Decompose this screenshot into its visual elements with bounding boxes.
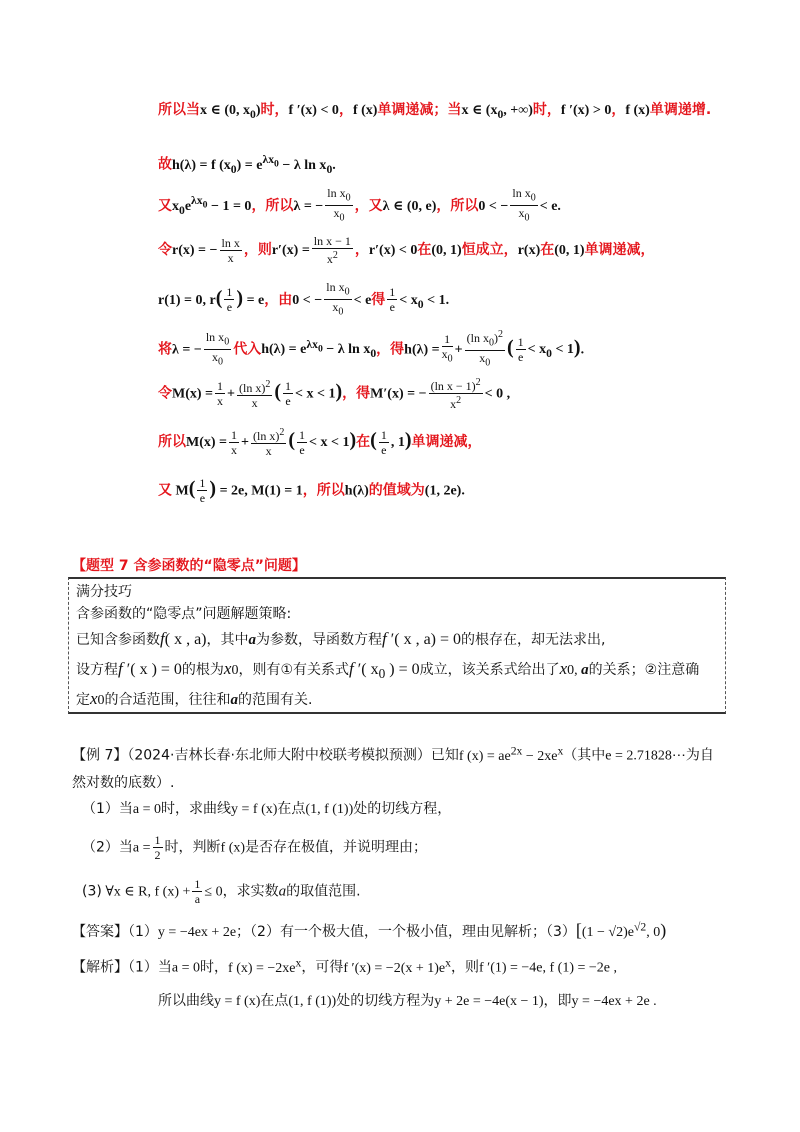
answer-label: 【答案】 — [72, 924, 128, 940]
text: 在点 — [260, 993, 289, 1009]
text: 的合适范围，往往和 — [104, 692, 231, 708]
text: ，即 — [543, 993, 572, 1009]
text: ，又 — [354, 197, 383, 214]
example-line-2: 然对数的底数）. — [72, 775, 175, 791]
text: 所以 — [158, 434, 186, 450]
text: ，所以 — [251, 197, 294, 214]
text: 的根为 — [181, 662, 224, 678]
text: ，其中 — [206, 632, 249, 648]
answer-line: 【答案】（1）y = −4ex + 2e；（2）有一个极大值，一个极小值，理由见解析；$(3)[(1 - √2)e^{√2}$, 0) — [72, 920, 667, 940]
analysis-line-1: 【解析】（1）当a = 0时，f $(x) = -2xe^x$，可得f $'(x) = -2(x + 1)e^x$，则f ′(1) = −4e, f (1) = −2e , — [72, 956, 618, 976]
text: 单调递减， — [584, 242, 655, 258]
example-header: 【例 7】（2024·吉林长春·东北师大附中校联考模拟预测）已知f $(x) = ae^{2x} - 2xe^x$（其中e = 2.71828⋯为自 — [72, 744, 714, 764]
text: 在 — [417, 242, 432, 258]
tips-line-1: 含参函数的“隐零点”问题解题策略: — [76, 606, 292, 622]
tips-line-4: 定x0的合适范围，往往和a的范围有关. — [76, 689, 313, 708]
text: 的关系；②注意确 — [588, 662, 700, 678]
text: ， — [338, 102, 353, 118]
text: ，所以 — [436, 197, 479, 214]
text: 的根存在，却无法求出, — [461, 632, 606, 648]
solution-line-3: 又$x_0e^{\lambda x_0} - 1 = 0$，所以λ = − $\frac{\ln x_0}{x_0}$ ，又λ ∈ (0, e)，所以0 < − $\frac{\ln x_0}{x_0}$ < e. — [158, 186, 561, 224]
text: 又 — [158, 197, 172, 214]
text: 为参数，导函数方程 — [256, 632, 382, 648]
tips-line-3: 设方程f ′( x ) = 0的根为x0，则有①有关系式f ′( $x_0$ ) = 0成立，该关系式给出了x0, a的关系；②注意确 — [76, 659, 700, 682]
text: 时， — [532, 102, 561, 118]
solution-line-1: 所以当x ∈ (0, $x_0$)时，f ′(x) < 0，f (x)单调递减；当x ∈ ($x_0$, +∞)时，f ′(x) > 0，f (x)单调递增. — [158, 102, 712, 121]
solution-line-2: 故h(λ) = f $(x_0) = e^{\lambda x_0} - \lambda$ $\ln x_0$. — [158, 153, 336, 176]
text: 已知含参函数 — [76, 632, 160, 648]
text: ，可得 — [301, 959, 344, 976]
solution-line-6: 将λ = − $\frac{\ln x_0}{x_0}$ 代入$h(\lambda) = e^{\lambda x_0} - \lambda$ $\ln x_0$，得h(λ) = $\frac{1}{x_0}$ + $\frac{(\ln x_0)^2}{x_0}$ ( $\frac{1}{e}$ < $x_0 < 1$). — [158, 329, 585, 369]
text: ，得 — [342, 385, 371, 402]
tips-line-2: 已知含参函数f( x , a)，其中a为参数，导函数方程f ′( x , a) = 0的根存在，却无法求出, — [76, 629, 606, 648]
text: 设方程 — [76, 662, 118, 678]
text: 的值域为 — [368, 482, 425, 499]
text: （其中 — [563, 747, 606, 764]
solution-line-9: 又 M( $\frac{1}{e}$ ) = 2e, M(1) = 1，所以h(λ)的值域为(1, 2e). — [158, 476, 465, 505]
text: 在点 — [277, 801, 306, 817]
text: 处的切线方程为 — [336, 993, 435, 1009]
text: 在 — [356, 434, 371, 450]
text: 令 — [158, 242, 172, 258]
text: 所以曲线 — [158, 993, 214, 1009]
text: ；（2）有一个极大值，一个极小值，理由见解析；（3） — [236, 924, 576, 940]
text: （1） — [128, 924, 158, 940]
text: （1）当 — [128, 959, 172, 976]
tips-heading: 满分技巧 — [76, 584, 132, 600]
text: （1）当 — [82, 801, 133, 817]
solution-line-4: 令r(x) = − $\frac{\text{ln x}}{x}$ ，则r′(x) = $\frac{\text{ln x − 1}}{x^2}$ ，r′(x) < 0在(0, 1)恒成立，r(x)在(0, 1)单调递减， — [158, 234, 655, 266]
question-1: （1）当a = 0时，求曲线y = f (x)在点(1, f (1))处的切线方程， — [82, 801, 452, 817]
text: ，得 — [376, 341, 405, 358]
text: （2）当 — [82, 839, 133, 856]
text: 处的切线方程， — [353, 801, 452, 817]
text: 定 — [76, 692, 90, 708]
text: 时，求曲线 — [161, 801, 232, 817]
text: 是否存在极值，并说明理由； — [245, 839, 428, 856]
text: 时， — [200, 959, 229, 976]
analysis-label: 【解析】 — [72, 959, 128, 976]
text: 又 — [158, 482, 172, 499]
text: ， — [354, 242, 369, 258]
text: ，则有①有关系式 — [238, 662, 350, 678]
text: 单调递减， — [411, 434, 482, 450]
text: 单调递减；当 — [377, 102, 462, 118]
text: 单调递增. — [649, 102, 712, 118]
text: ，求实数 — [222, 883, 279, 900]
example-label: 【例 7】 — [72, 747, 128, 764]
text: 的范围有关. — [238, 692, 313, 708]
text: 时， — [260, 102, 289, 118]
solution-line-7: 令M(x) = $\frac{1}{x}$ + $\frac{(\ln x)^2}{x}$ ( $\frac{1}{e}$ < x < 1)，得M′(x) = − $\frac{(\ln x - 1)^2}{x^2}$ < 0 , — [158, 377, 511, 411]
text: 将 — [158, 341, 172, 358]
text: 成立，该关系式给出了 — [419, 662, 560, 678]
text: 恒成立， — [461, 242, 518, 258]
question-3: (3) ∀x ∈ R, f (x) + $\frac{1}{a}$ ≤ 0，求实数a的取值范围. — [82, 877, 361, 906]
solution-line-5: r(1) = 0, r( $\frac{1}{e}$ ) = e，由0 < − $\frac{\ln x_0}{x_0}$ < e得 $\frac{1}{e}$ < $x_0 < 1$. — [158, 280, 450, 318]
text: 所以当 — [158, 102, 200, 118]
text: 故 — [158, 156, 172, 173]
text: 时，判断 — [164, 839, 221, 856]
text: 得 — [371, 291, 386, 308]
text: 代入 — [233, 341, 262, 358]
text: ，所以 — [302, 482, 345, 499]
text: 的取值范围. — [286, 883, 361, 900]
text: 为自 — [685, 747, 714, 764]
text: 令 — [158, 385, 172, 402]
question-2: （2）当a = $\frac{1}{2}$ 时，判断f (x)是否存在极值，并说明理由； — [82, 833, 428, 862]
section-title: 【题型 7 含参函数的“隐零点”问题】 — [72, 558, 306, 574]
text: ，则 — [243, 242, 272, 258]
example-source: （2024·吉林长春·东北师大附中校联考模拟预测）已知 — [127, 747, 459, 764]
text: (3) — [82, 883, 102, 900]
analysis-line-2: 所以曲线y = f (x)在点(1, f (1))处的切线方程为y + 2e = −4e(x − 1)，即y = −4ex + 2e . — [158, 993, 657, 1009]
text: ，由 — [264, 291, 293, 308]
text: ，则 — [450, 959, 479, 976]
text: ， — [611, 102, 626, 118]
solution-line-8: 所以M(x) = $\frac{1}{x}$ + $\frac{(\ln x)^2}{x}$ ( $\frac{1}{e}$ < x < 1)在( $\frac{1}{e}$ , 1)单调递减， — [158, 427, 482, 458]
text: 在 — [540, 242, 555, 258]
